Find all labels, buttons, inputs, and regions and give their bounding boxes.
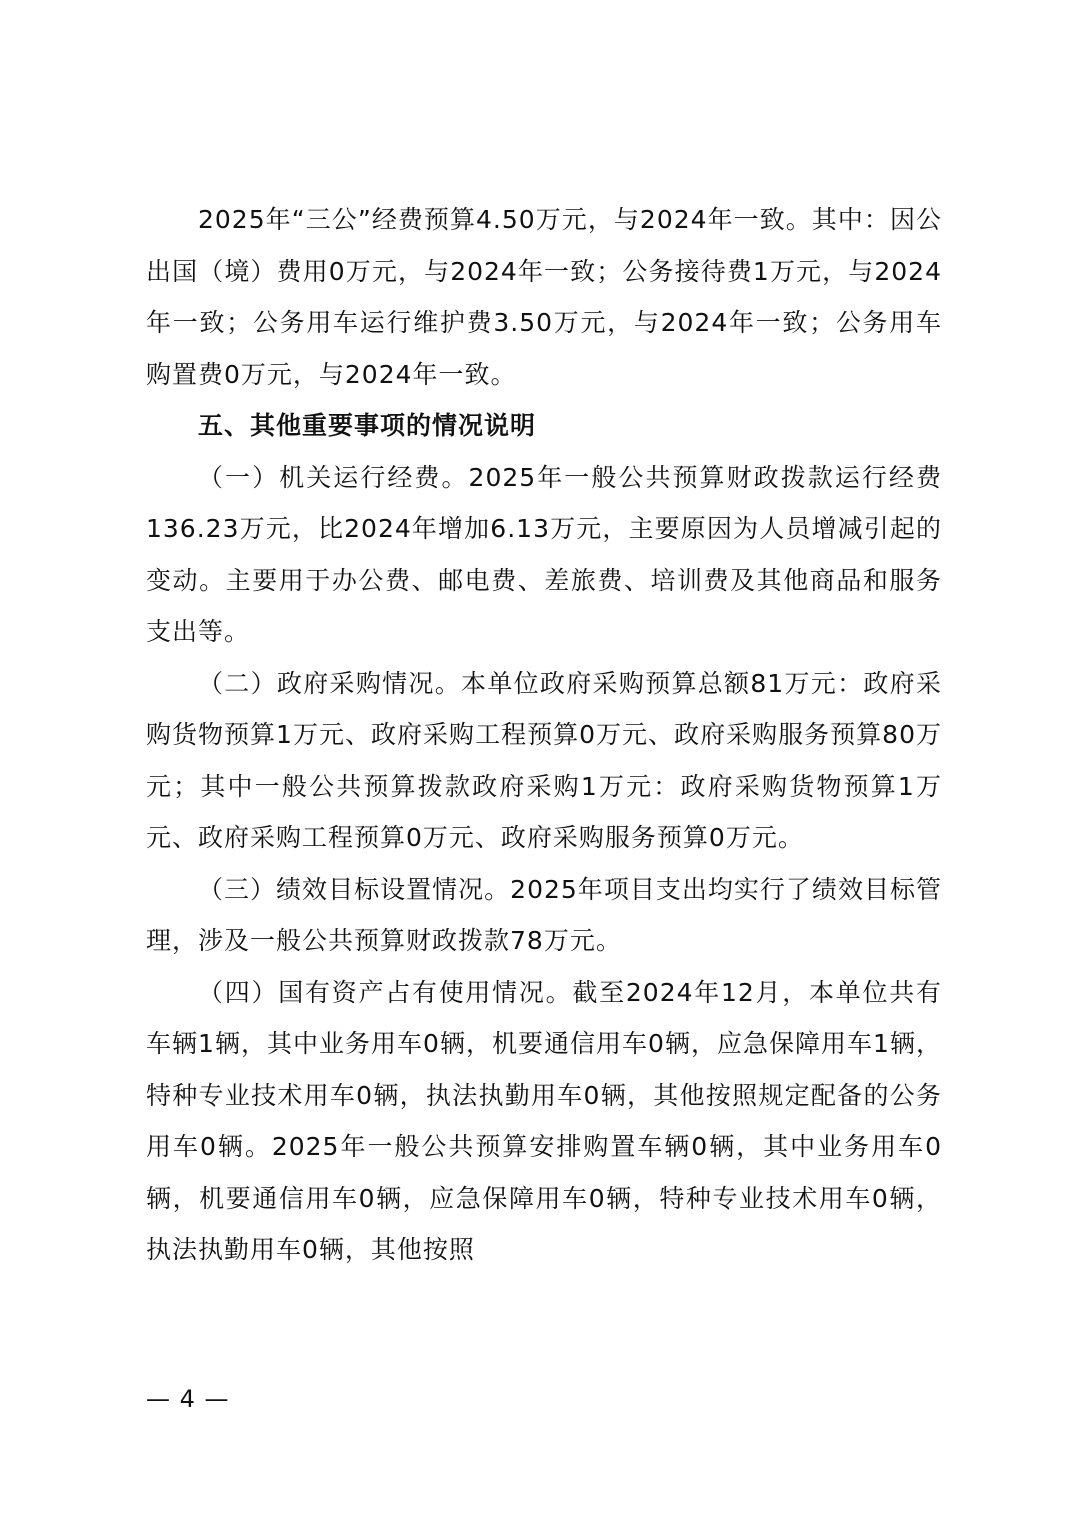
paragraph-state-assets: （四）国有资产占有使用情况。截至2024年12月，本单位共有车辆1辆，其中业务用车0辆，机要通信用车0辆，应急保障用车1辆，特种专业技术用车0辆，执法执勤用车0辆，其他按照规定配备的公务用车0辆。2025年一般公共预算安排购置车辆0辆，其中业务用车0辆，机要通信用车0辆，应急保障用车0辆，特种专业技术用车0辆，执法执勤用车0辆，其他按照 — [146, 977, 942, 1264]
paragraph-performance-targets: （三）绩效目标设置情况。2025年项目支出均实行了绩效目标管理，涉及一般公共预算财政拨款78万元。 — [146, 874, 942, 955]
section-heading-other-matters: 五、其他重要事项的情况说明 — [198, 411, 537, 440]
paragraph-operating-expenses: （一）机关运行经费。2025年一般公共预算财政拨款运行经费136.23万元，比2024年增加6.13万元，主要原因为人员增减引起的变动。主要用于办公费、邮电费、差旅费、培训费及其他商品和服务支出等。 — [146, 462, 942, 646]
page-number: — 4 — — [146, 1385, 230, 1413]
paragraph-three-public-expenses: 2025年“三公”经费预算4.50万元，与2024年一致。其中：因公出国（境）费用0万元，与2024年一致；公务接待费1万元，与2024年一致；公务用车运行维护费3.50万元，与2024年一致；公务用车购置费0万元，与2024年一致。 — [146, 205, 942, 389]
paragraph-government-procurement: （二）政府采购情况。本单位政府采购预算总额81万元：政府采购货物预算1万元、政府采购工程预算0万元、政府采购服务预算80万元；其中一般公共预算拨款政府采购1万元：政府采购货物预算1万元、政府采购工程预算0万元、政府采购服务预算0万元。 — [146, 668, 942, 852]
document-body — [146, 194, 942, 1276]
